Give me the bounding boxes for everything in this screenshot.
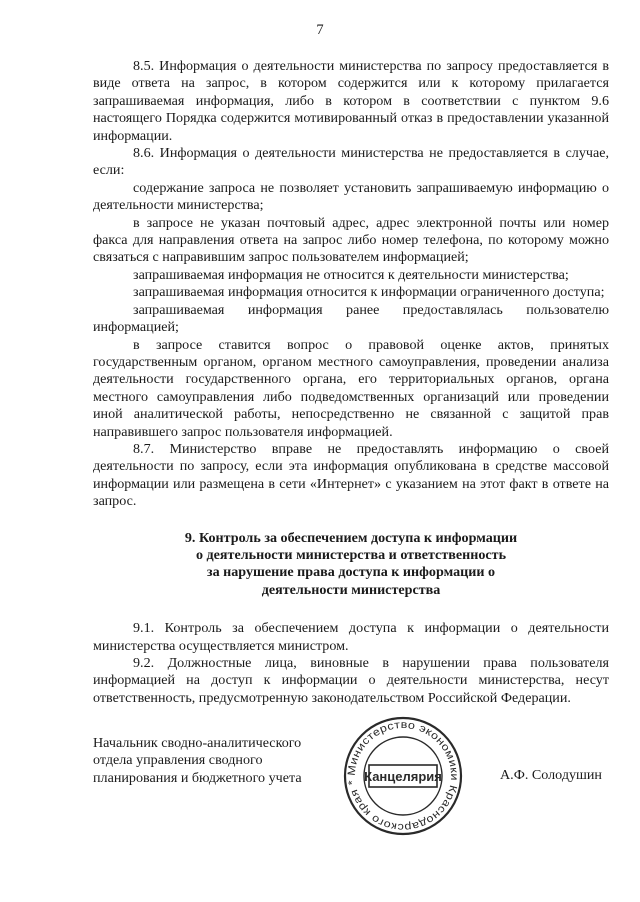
- heading-line: деятельности министерства: [261, 581, 441, 598]
- position-line: отдела управления сводного: [93, 752, 263, 769]
- position-line: Начальник сводно-аналитического: [93, 735, 302, 751]
- document-body: [93, 58, 609, 707]
- paragraph-8-5: 8.5. Информация о деятельности министерства по запросу предоставляется в виде ответа на запрос, в котором содержится или к которому прилагается запрашиваемая информация, либо в котором в соответствии с пунктом 9.6 настоящего Порядка содержится мотивированный отказ в предоставлении указанной информации.: [93, 58, 609, 144]
- list-item-legal-assessment: в запросе ставится вопрос о правовой оценке актов, принятых государственным органом, органом местного самоуправления, проведении анализа деятельности государственного органа, его территориальных органов, органа местного самоуправления либо подведомственных организаций или проведении иной аналитической работы, непосредственно не связанной с защитой прав направившего запрос пользователя информацией.: [93, 336, 609, 440]
- signatory-position: [93, 735, 302, 787]
- seal-center-text: Канцелярия: [364, 769, 442, 784]
- page-number: 7: [316, 22, 324, 38]
- paragraph-8-6: 8.6. Информация о деятельности министерства не предоставляется в случае, если:: [93, 145, 609, 179]
- paragraph-8-7: 8.7. Министерство вправе не предоставлять информацию о своей деятельности по запросу, если эта информация опубликована в средстве массовой информации или размещена в сети «Интернет» с указанием на этот факт в ответе на запрос.: [93, 440, 609, 510]
- list-item-restricted: запрашиваемая информация относится к информации ограниченного доступа;: [133, 284, 605, 301]
- seal-icon: [341, 714, 465, 838]
- office-seal-stamp: [341, 714, 465, 838]
- heading-line: о деятельности министерства и ответственность: [195, 546, 507, 563]
- position-line: планирования и бюджетного учета: [93, 769, 302, 786]
- heading-line: за нарушение права доступа к информации о: [206, 564, 496, 581]
- signatory-name: А.Ф. Солодушин: [500, 767, 602, 783]
- section-9-heading: [93, 530, 609, 600]
- list-item-previously-provided: запрашиваемая информация ранее предоставлялась пользователю информацией;: [93, 301, 609, 336]
- paragraph-9-1: 9.1. Контроль за обеспечением доступа к информации о деятельности министерства осуществляется министром.: [93, 620, 609, 654]
- paragraph-9-2: 9.2. Должностные лица, виновные в нарушении права пользователя информацией на доступ к информации о деятельности министерства, несут ответственность, предусмотренную законодательством Российской Федерации.: [93, 655, 609, 706]
- list-item-no-address: в запросе не указан почтовый адрес, адрес электронной почты или номер факса для направления ответа на запрос либо номер телефона, по которому можно связаться с направившим запрос пользователем информацией;: [93, 214, 609, 266]
- list-item-unclear-request: содержание запроса не позволяет установить запрашиваемую информацию о деятельности министерства;: [93, 179, 609, 214]
- heading-line: 9. Контроль за обеспечением доступа к информации: [184, 529, 518, 546]
- seal-ring-text: Министерство экономики Краснодарского края *: [345, 718, 461, 834]
- list-item-not-related: запрашиваемая информация не относится к деятельности министерства;: [133, 266, 569, 283]
